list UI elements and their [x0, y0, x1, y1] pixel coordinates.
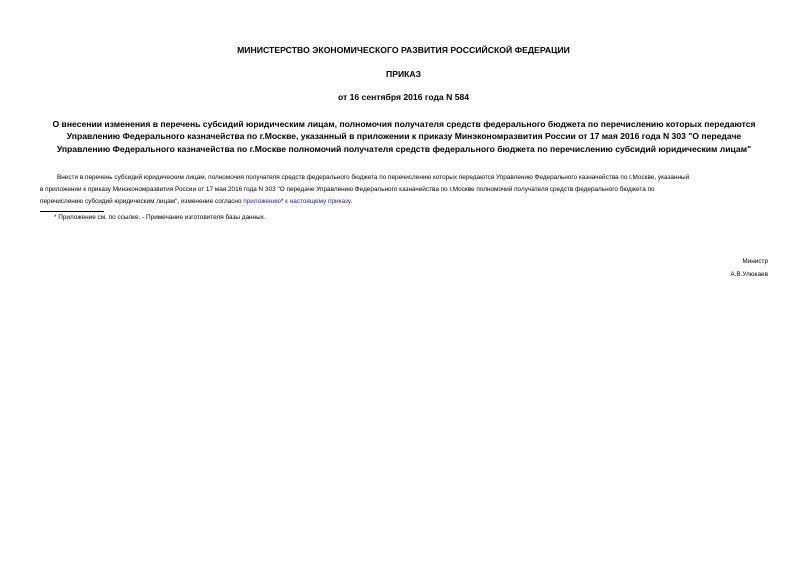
footnote-text: * Приложение см. по ссылке. - Примечание изготовителя базы данных. — [54, 214, 266, 221]
ministry-title: МИНИСТЕРСТВО ЭКОНОМИЧЕСКОГО РАЗВИТИЯ РОССИЙСКОЙ ФЕДЕРАЦИИ — [237, 45, 570, 55]
signatory-title: Министр — [742, 258, 768, 265]
order-heading — [38, 118, 770, 155]
signatory-name: А.В.Улюкаев — [730, 270, 768, 278]
order-label: ПРИКАЗ — [386, 69, 421, 79]
signature-block — [730, 256, 768, 281]
this-order-link[interactable]: к настоящему приказу — [283, 197, 351, 205]
body-text-fragment: перечислению субсидий юридическим лицам", изменение согласно — [40, 197, 244, 205]
heading-line: О внесении изменения в перечень субсидий юридическим лицам, полномочия получателя средств федерального бюджета по перечислению которых передаются — [52, 119, 756, 129]
body-text-fragment: . — [350, 197, 353, 205]
body-line: Внести в перечень субсидий юридическим лицам, полномочия получателя средств федерального бюджета по перечислению которых передаются Управлению Федерального казначейства по г.Москве, указанный — [57, 174, 690, 181]
body-line: в приложении к приказу Минэкономразвития России от 17 мая 2016 года N 303 "О передаче Управлению Федерального казначейства по г.Москве полномочий получателя средств федерального бюджета по — [40, 185, 655, 193]
appendix-link[interactable]: приложению — [243, 197, 281, 205]
heading-line: Управлению Федерального казначейства по г.Москве, указанный в приложении к приказу Минэкономразвития России от 17 мая 2016 года N 303 "О передаче — [66, 131, 742, 142]
order-body — [40, 172, 768, 208]
footnote-divider — [40, 211, 104, 212]
order-date: от 16 сентября 2016 года N 584 — [337, 92, 470, 102]
footnote-mark: * — [280, 197, 284, 205]
heading-line: Управлению Федерального казначейства по г.Москве полномочий получателя средств федерального бюджета по перечислению субсидий юридическим лицам" — [56, 143, 752, 154]
body-line — [40, 196, 768, 208]
